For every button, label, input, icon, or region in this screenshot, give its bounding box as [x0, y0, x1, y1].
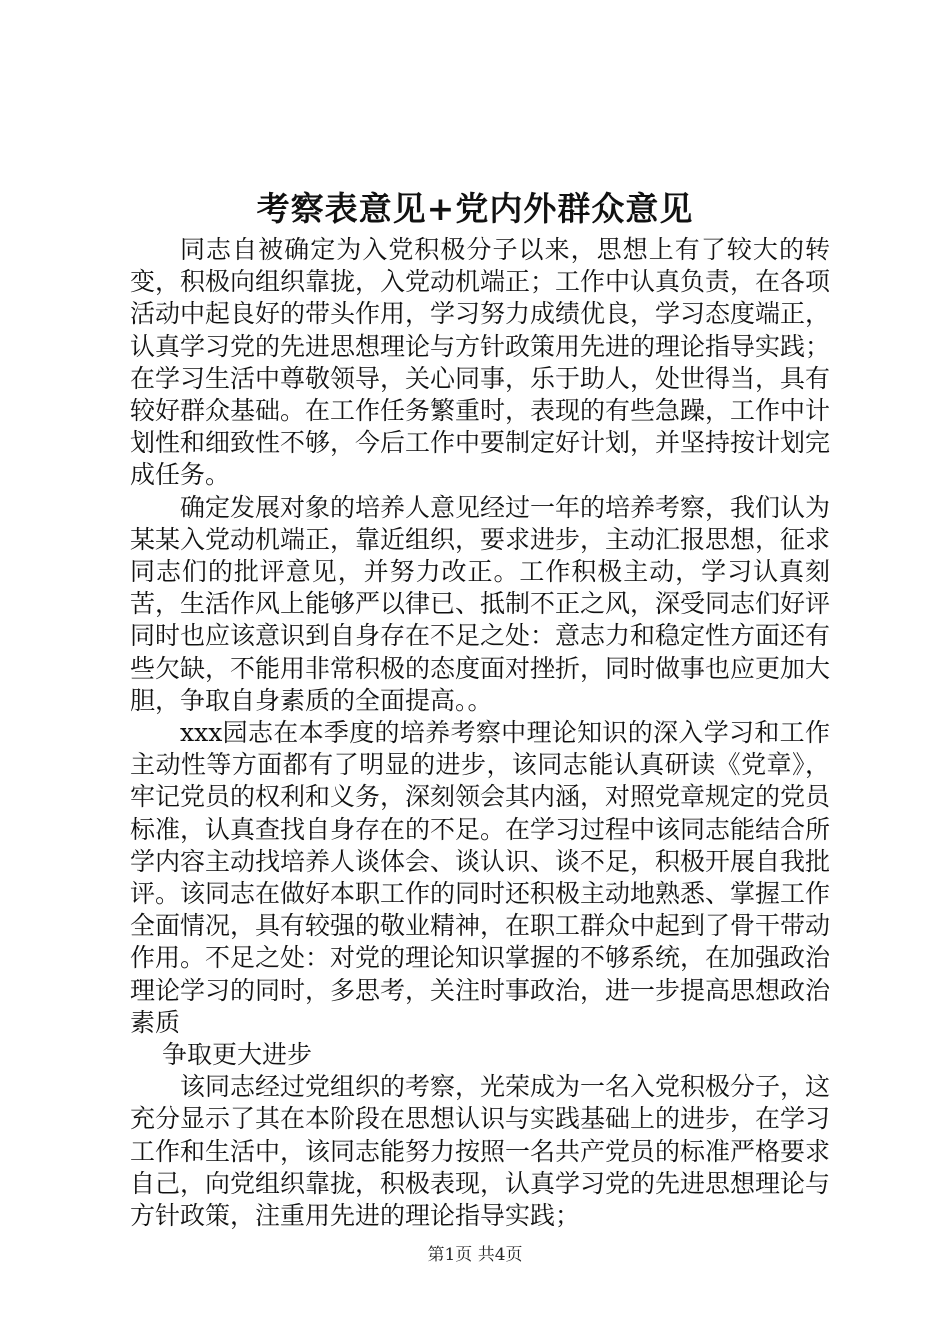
page-number-footer: 第1页 共4页: [427, 1245, 523, 1265]
paragraph-3: xxx园志在本季度的培养考察中理论知识的深入学习和工作主动性等方面都有了明显的进步，该同志能认真研读《党章》，牢记党员的权利和义务，深刻领会其内涵，对照党章规定的党员标准，认真查找自身存在的不足。在学习过程中该同志能结合所学内容主动找培养人谈体会、谈认识、谈不足，积极开展自我批评。该同志在做好本职工作的同时还积极主动地熟悉、掌握工作全面情况，具有较强的敬业精神，在职工群众中起到了骨干带动作用。不足之处：对党的理论知识掌握的不够系统，在加强政治理论学习的同时，多思考，关注时事政治，进一步提高思想政治素质: [130, 718, 831, 1037]
paragraph-2: 确定发展对象的培养人意见经过一年的培养考察，我们认为某某入党动机端正，靠近组织，要求进步，主动汇报思想，征求同志们的批评意见，并努力改正。工作积极主动，学习认真刻苦，生活作风上能够严以律已、抵制不正之风，深受同志们好评同时也应该意识到自身存在不足之处：意志力和稳定性方面还有些欠缺，不能用非常积极的态度面对挫折，同时做事也应更加大胆，争取自身素质的全面提高。。: [130, 492, 831, 715]
paragraph-4: 争取更大进步: [162, 1040, 313, 1070]
document-body: [130, 234, 830, 1232]
paragraph-1: 同志自被确定为入党积极分子以来，思想上有了较大的转变，积极向组织靠拢，入党动机端正；工作中认真负责，在各项活动中起良好的带头作用，学习努力成绩优良，学习态度端正，认真学习党的先进思想理论与方针政策用先进的理论指导实践；在学习生活中尊敬领导，关心同事，乐于助人，处世得当，具有较好群众基础。在工作任务繁重时，表现的有些急躁，工作中计划性和细致性不够，今后工作中要制定好计划，并坚持按计划完成任务。: [130, 235, 831, 490]
document-title: 考察表意见+党内外群众意见: [256, 189, 694, 228]
paragraph-5: 该同志经过党组织的考察，光荣成为一名入党积极分子，这充分显示了其在本阶段在思想认识与实践基础上的进步，在学习工作和生活中，该同志能努力按照一名共产党员的标准严格要求自己，向党组织靠拢，积极表现，认真学习党的先进思想理论与方针政策，注重用先进的理论指导实践；: [130, 1072, 831, 1231]
